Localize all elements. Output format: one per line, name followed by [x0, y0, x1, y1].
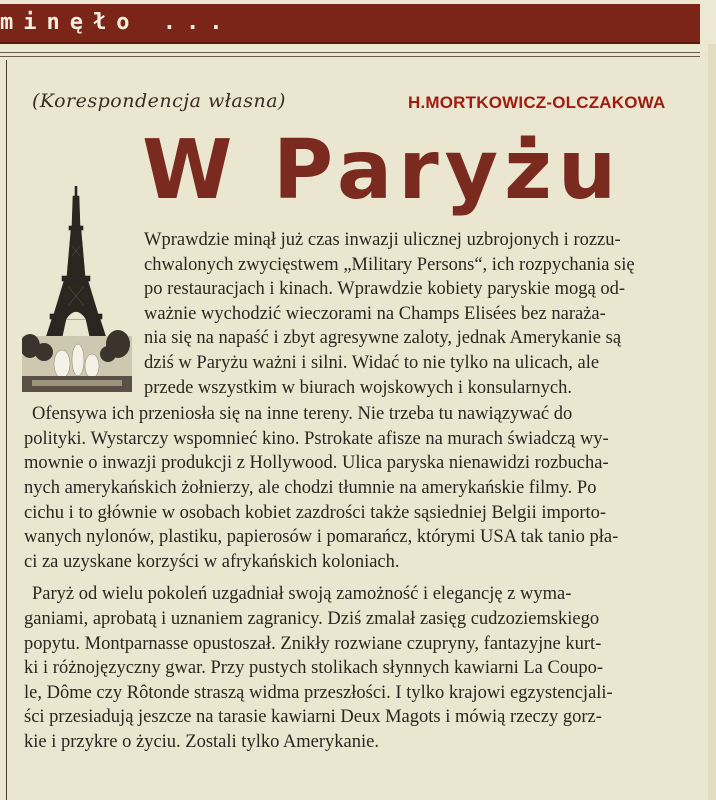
left-column-rule [6, 60, 7, 800]
text-line: nia się na napaść i zbyt agresywne zaloty, jednak Amerykanie są [144, 328, 622, 349]
article-body [24, 228, 710, 754]
text-line: kie i przykre o życiu. Zostali tylko Amerykanie. [24, 731, 379, 752]
header-divider-secondary [0, 56, 700, 57]
text-line: przede wszystkim w biurach wojskowych i konsularnych. [144, 377, 572, 398]
paragraph-2 [24, 402, 710, 574]
text-line: Paryż od wielu pokoleń uzgadniał swoją zamożność i elegancję z wyma- [32, 584, 572, 605]
text-line: ganiami, aprobatą i uznaniem zagranicy. Dziś zmalał zasięg cudzoziemskiego [24, 608, 600, 629]
text-line: cichu i to głównie w osobach kobiet zazdrości także sąsiedniej Belgii importo- [24, 502, 607, 523]
text-line: nych amerykańskich żołnierzy, ale chodzi tłumnie na amerykańskie filmy. Po [24, 477, 597, 498]
text-line: mownie o inwazji produkcji z Hollywood. Ulica paryska nienawidzi rozbucha- [24, 453, 609, 474]
byline-author: H.MORTKOWICZ-OLCZAKOWA [408, 93, 666, 112]
text-line: ści przesiadują jeszcze na tarasie kawiarni Deux Magots i mówią rzeczy gorz- [24, 707, 602, 728]
article-title: W Paryżu [142, 123, 623, 218]
text-line: po restauracjach i kinach. Wprawdzie kobiety paryskie mogą od- [144, 279, 625, 300]
text-line: Wprawdzie minął już czas inwazji ulicznej uzbrojonych i rozzu- [144, 230, 621, 250]
text-line: wanych nylonów, plastiku, papierosów i pomarańcz, którymi USA tak tanio pła- [24, 527, 619, 548]
text-line: ki i różnojęzyczny gwar. Przy pustych stolikach słynnych kawiarni La Coupo- [24, 658, 604, 679]
header-divider [0, 52, 700, 53]
text-line: popytu. Montparnasse opustoszał. Znikły rozwiane czupryny, fantazyjne kurt- [24, 633, 602, 654]
byline-note: (Korespondencja własna) [32, 90, 286, 112]
section-header-band [0, 4, 700, 44]
text-line: ci za uzyskane korzyści w afrykańskich koloniach. [24, 551, 400, 572]
paragraph-1 [24, 228, 710, 400]
text-line: polityki. Wystarczy wspomnieć kino. Pstrokate afisze na murach świadczą wy- [24, 428, 609, 449]
text-line: le, Dôme czy Rôtonde straszą widma przeszłości. I tylko krajowi egzystencjali- [24, 682, 613, 703]
text-line: Ofensywa ich przeniosła się na inne tereny. Nie trzeba tu nawiązywać do [32, 404, 573, 425]
paragraph-3 [24, 582, 710, 754]
text-line: dziś w Paryżu ważni i silni. Widać to nie tylko na ulicach, ale [144, 352, 600, 373]
section-label: minęło ... [0, 10, 233, 35]
text-line: ważnie wychodzić wieczorami na Champs Elisées bez naraża- [144, 303, 606, 324]
text-line: chwalonych zwycięstwem „Military Persons“, ich rozpychania się [144, 254, 635, 275]
